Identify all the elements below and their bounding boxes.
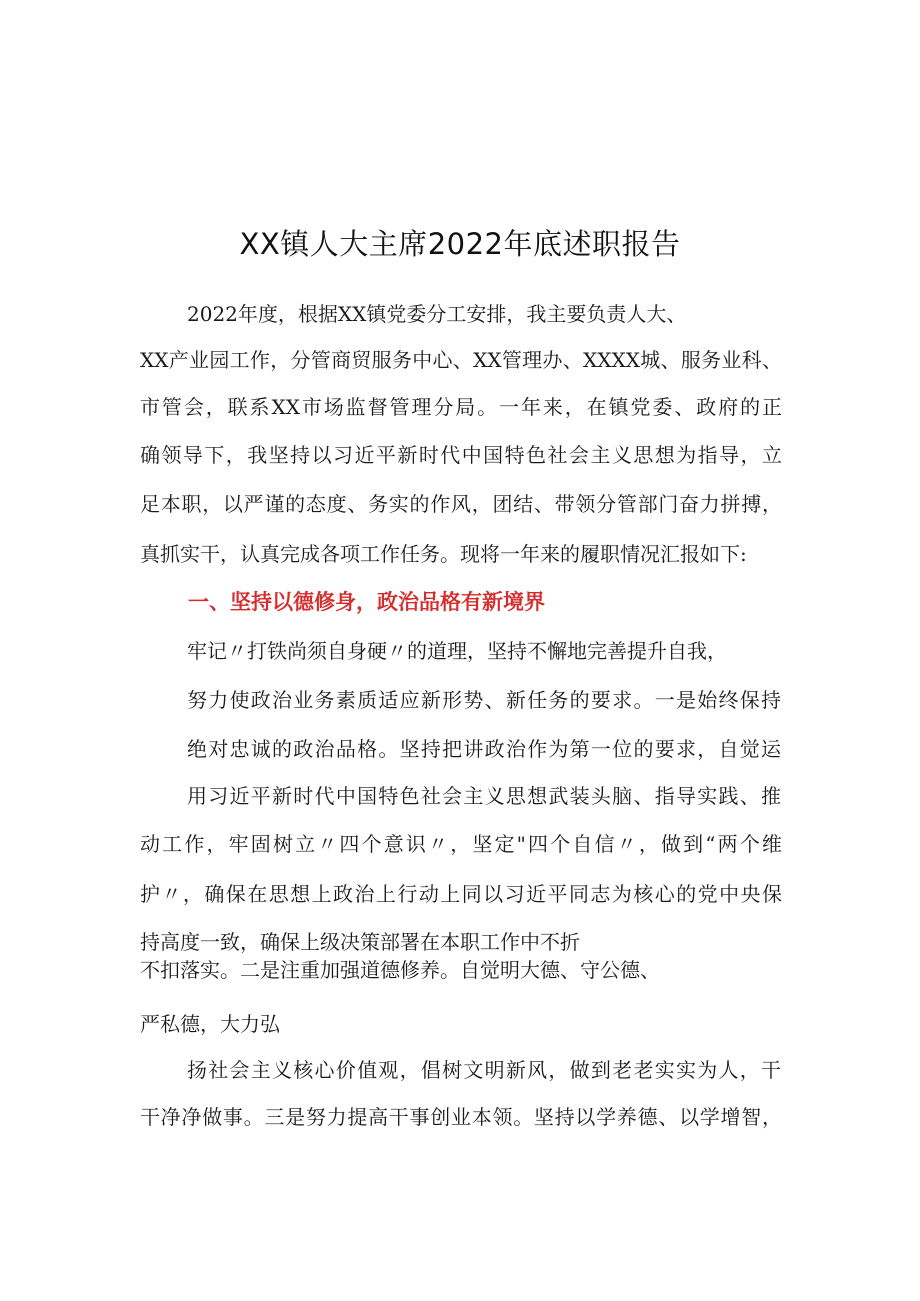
paragraph-line: 动工作，牢固树立〃四个意识〃，坚定"四个自信〃，做到“两个维 [140, 832, 782, 856]
paragraph-line: 用习近平新时代中国特色社会主义思想武装头脑、指导实践、推 [187, 784, 781, 808]
paragraph-line: 严私德，大力弘 [140, 1012, 280, 1036]
paragraph-line: 2022年度，根据XX镇党委分工安排，我主要负责人大、 [187, 302, 687, 326]
paragraph-line: XX产业园工作，分管商贸服务中心、XX管理办、XXXX城、服务业科、 [140, 348, 782, 372]
paragraph-line: 扬社会主义核心价值观，倡树文明新风，做到老老实实为人，干 [187, 1058, 781, 1082]
paragraph-line: 护〃，确保在思想上政治上行动上同以习近平同志为核心的党中央保 [140, 882, 782, 906]
section-heading: 一、坚持以德修身，政治品格有新境界 [188, 590, 545, 614]
paragraph-line: 持高度一致，确保上级决策部署在本职工作中不折 [140, 930, 580, 954]
paragraph-line: 足本职，以严谨的态度、务实的作风，团结、带领分管部门奋力拼搏， [140, 492, 782, 516]
paragraph-line: 干净净做事。三是努力提高干事创业本领。坚持以学养德、以学增智， [140, 1105, 782, 1129]
paragraph-line: 市管会，联系XX市场监督管理分局。一年来，在镇党委、政府的正 [140, 395, 782, 419]
paragraph-line: 绝对忠诚的政治品格。坚持把讲政治作为第一位的要求，自觉运 [187, 737, 781, 761]
document-title: XX镇人大主席2022年底述职报告 [239, 227, 681, 261]
paragraph-line: 努力使政治业务素质适应新形势、新任务的要求。一是始终保持 [187, 688, 781, 712]
paragraph-line: 不扣落实。二是注重加强道德修养。自觉明大德、守公德、 [140, 958, 660, 982]
paragraph-line: 真抓实干，认真完成各项工作任务。现将一年来的履职情况汇报如下: [140, 542, 747, 566]
paragraph-line: 确领导下，我坚持以习近平新时代中国特色社会主义思想为指导，立 [140, 443, 782, 467]
paragraph-line: 牢记〃打铁尚须自身硬〃的道理，坚持不懈地完善提升自我， [187, 639, 727, 663]
